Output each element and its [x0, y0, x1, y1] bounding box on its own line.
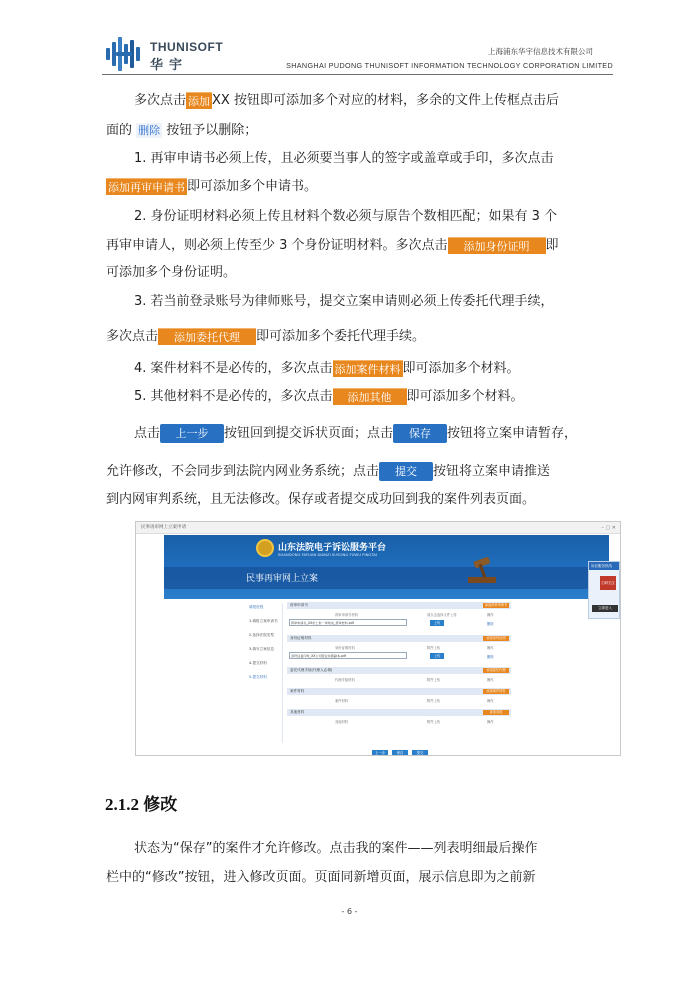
brand-name-cn: 华宇 [150, 58, 189, 73]
list-item-2: 2. 身份证明材料必须上传且材料个数必须与原告个数相匹配；如果有 3 个 [134, 209, 558, 224]
text: 即 [545, 238, 559, 253]
add-case-material-button-image: 添加案件材料 [333, 360, 403, 377]
section-header [287, 688, 511, 695]
text: XX 按钮即可添加多个对应的材料，多余的文件上传框点击后 [212, 93, 559, 108]
add-other-button-image: 添加其他 [333, 388, 407, 405]
materials-form [287, 602, 511, 742]
add-section-button[interactable]: 添加身份证明 [483, 636, 509, 641]
court-name-en: SHANDONG FAYUAN DIANZI SUSONG FUWU PINGTAI [278, 552, 377, 557]
text: 即可添加多个材料。 [402, 361, 520, 376]
text: 再审申请人，则必须上传至少 3 个身份证明材料。多次点击 [106, 238, 448, 253]
column-header: 操作 [487, 699, 494, 703]
add-section-button[interactable]: 添加再审申请书 [484, 603, 508, 607]
steps-header: 填报进程 [249, 605, 264, 609]
submit-button-image: 提交 [379, 462, 433, 481]
step-item: 3.填写立案信息 [249, 647, 274, 651]
column-header: 附件上传 [427, 678, 441, 682]
section-header [287, 602, 511, 609]
section-title: 其他材料 [290, 710, 305, 714]
paragraph-delete-intro [106, 121, 257, 141]
text: 按钮予以删除； [162, 123, 258, 138]
submit-button[interactable]: 提交 [412, 750, 428, 756]
court-banner [164, 535, 609, 599]
nav-bar [164, 567, 609, 589]
prev-step-button[interactable]: 上一步 [372, 750, 388, 756]
column-header: 代理手续材料 [335, 678, 355, 682]
text: 按钮将立案申请暂存， [447, 426, 578, 441]
add-section-button[interactable]: 添加委托代理 [483, 668, 509, 673]
list-item-5 [134, 387, 524, 407]
section-title: 身份证明材料 [290, 636, 312, 640]
text: 5. 其他材料不是必传的，多次点击 [134, 389, 333, 404]
delete-link[interactable]: 删除 [487, 655, 494, 659]
company-name-en: SHANGHAI PUDONG THUNISOFT INFORMATION TECHNOLOGY CORPORATION LIMITED [286, 61, 613, 70]
step-item: 4.提交材料 [249, 661, 267, 665]
column-header: 操作 [487, 720, 494, 724]
list-item-3: 3. 若当前登录账号为律师账号，提交立案申请则必须上传委托代理手续， [134, 294, 554, 309]
column-header: 附件上传 [427, 699, 441, 703]
brand-name-en: THUNISOFT [150, 40, 224, 54]
column-header: 请点击选择文件上传 [427, 613, 457, 617]
enter-button[interactable]: 立即进入 [592, 605, 618, 612]
column-header: 操作 [487, 678, 494, 682]
upload-button[interactable]: 上传 [430, 620, 444, 626]
text: 多次点击 [106, 329, 159, 344]
paragraph-buttons-1 [134, 424, 577, 444]
column-header: 附件上传 [427, 720, 441, 724]
file-input[interactable]: 身份证复印件_XX公司营业执照副本.pdf [289, 652, 407, 659]
progress-steps [247, 603, 283, 743]
step-item: 1.填报立案申请书 [249, 619, 278, 623]
upload-button[interactable]: 上传 [430, 653, 444, 659]
text: 面的 [106, 123, 137, 138]
court-name: 山东法院电子诉讼服务平台 [278, 543, 387, 553]
save-button[interactable]: 保存 [392, 750, 408, 756]
add-section-button[interactable]: 添加其他 [483, 710, 509, 715]
court-emblem-icon [256, 539, 274, 557]
save-button-image: 保存 [393, 424, 447, 443]
delete-button-image: 删除 [138, 124, 161, 137]
paragraph-buttons-2 [106, 462, 550, 482]
file-input[interactable]: 再审申请书_XX市上诉一审判决_原审材料.pdf [289, 619, 407, 626]
gavel-icon [464, 555, 500, 585]
column-header: 其他材料 [335, 720, 349, 724]
section-title: 再审申请书 [290, 603, 308, 607]
hotline-panel [588, 561, 620, 619]
column-header: 操作 [487, 613, 494, 617]
window-controls-icon: – ▢ ✕ [601, 525, 616, 531]
step-item-current: 5.提交材料 [249, 675, 267, 679]
list-item-4 [134, 359, 520, 379]
hotline-title: 诉讼服务热线 [589, 562, 619, 570]
step-item: 2.选择法院类型 [249, 633, 274, 637]
text: 即可添加多个委托代理手续。 [256, 329, 426, 344]
column-header: 再审申请书材料 [335, 613, 359, 617]
text: 即可添加多个材料。 [406, 389, 524, 404]
section-heading: 2.1.2 修改 [105, 795, 178, 814]
thunisoft-logo-icon [104, 34, 144, 74]
embedded-screenshot [135, 521, 621, 756]
text: 允许修改，不会同步到法院内网业务系统；点击 [106, 464, 380, 479]
header-divider [102, 74, 613, 75]
page-title: 民事再审网上立案 [246, 574, 319, 584]
text: 多次点击 [134, 93, 187, 108]
list-item-3-cont [106, 327, 425, 347]
company-name-cn: 上海浦东华宇信息技术有限公司 [488, 47, 593, 56]
text: 4. 案件材料不是必传的，多次点击 [134, 361, 333, 376]
section-header [287, 635, 511, 642]
prev-step-button-image: 上一步 [160, 424, 224, 443]
qr-badge: 扫码关注 [600, 576, 616, 590]
text: 点击 [134, 426, 161, 441]
section-title: 委托代理手续(代理人必填) [290, 668, 333, 672]
add-button-image: 添加 [186, 92, 212, 109]
text: 按钮将立案申请推送 [433, 464, 551, 479]
list-item-2-end: 可添加多个身份证明。 [106, 265, 237, 280]
list-item-1-cont [106, 177, 317, 197]
section-paragraph-line: 栏中的“修改”按钮，进入修改页面。页面同新增页面，展示信息即为之前新 [106, 870, 536, 885]
column-header: 案件材料 [335, 699, 349, 703]
paragraph-add-intro [134, 91, 559, 111]
page-number: - 6 - [341, 907, 358, 916]
add-retrial-application-button-image: 添加再审申请书 [106, 178, 187, 195]
section-paragraph-line: 状态为“保存”的案件才允许修改。点击我的案件——列表明细最后操作 [134, 841, 538, 856]
add-identity-proof-button-image: 添加身份证明 [448, 237, 546, 254]
section-title: 案件材料 [290, 689, 305, 693]
text: 即可添加多个申请书。 [187, 179, 318, 194]
list-item-1: 1. 再审申请书必须上传，且必须要当事人的签字或盖章或手印，多次点击 [134, 151, 554, 166]
add-section-button[interactable]: 添加案件材料 [483, 689, 509, 694]
section-header [287, 709, 511, 716]
column-header: 身份证明材料 [335, 646, 355, 650]
list-item-2-cont [106, 236, 559, 256]
window-title: 民事再审网上立案申请 [136, 522, 620, 534]
add-agent-button-image: 添加委托代理 [158, 328, 256, 345]
column-header: 附件上传 [427, 646, 441, 650]
text: 按钮回到提交诉状页面；点击 [224, 426, 394, 441]
section-header [287, 667, 511, 674]
delete-link[interactable]: 删除 [487, 622, 494, 626]
column-header: 操作 [487, 646, 494, 650]
paragraph-buttons-3: 到内网审判系统，且无法修改。保存或者提交成功回到我的案件列表页面。 [106, 492, 536, 507]
